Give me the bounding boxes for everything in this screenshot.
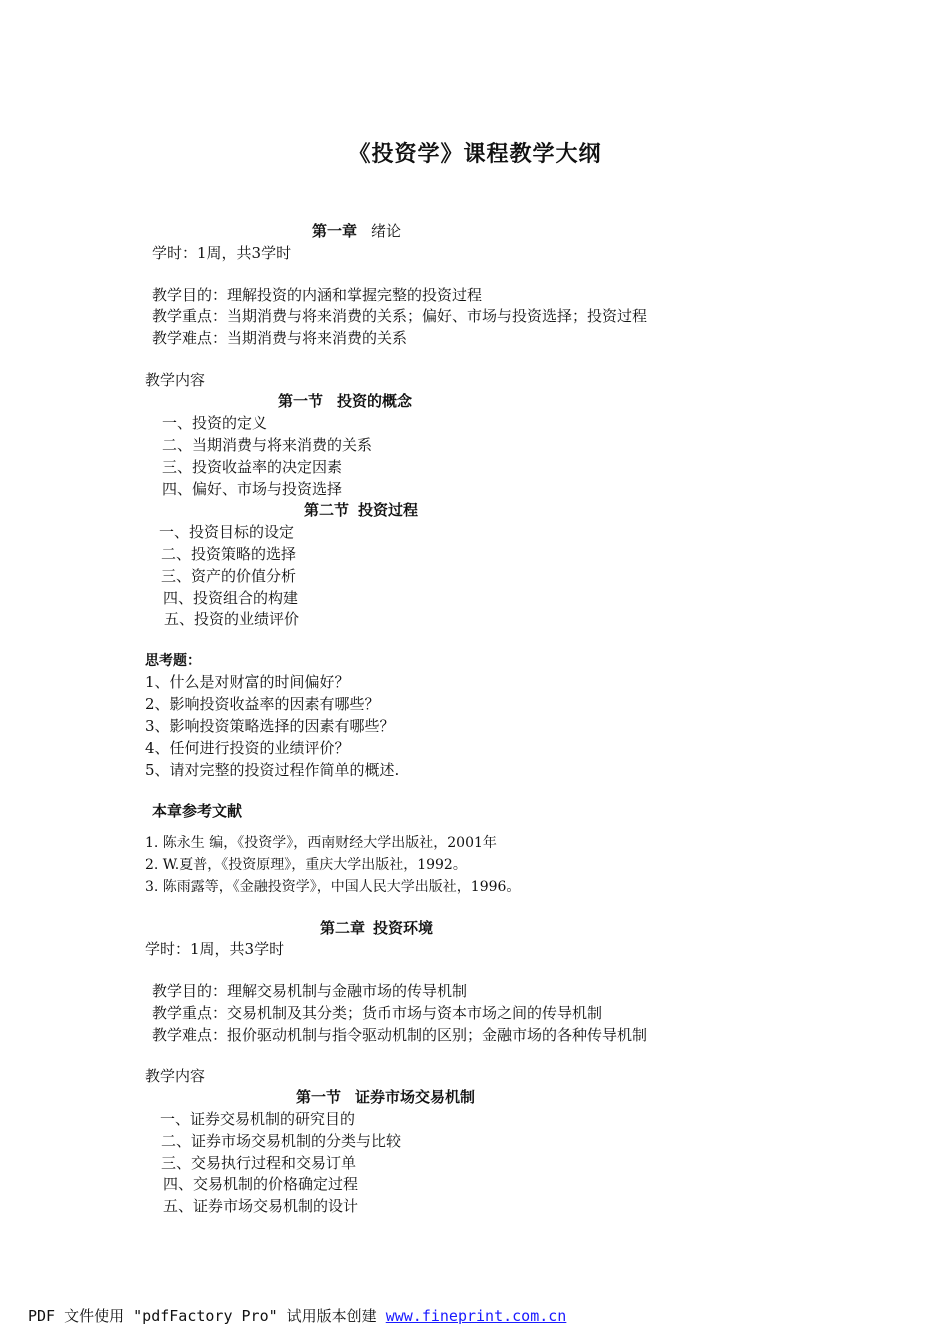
list-item: 二、证券市场交易机制的分类与比较 [161, 1132, 402, 1150]
section-title: 投资的概念 [337, 392, 413, 410]
footer-text: PDF 文件使用 "pdfFactory Pro" 试用版本创建 [28, 1307, 386, 1325]
list-item: 四、偏好、市场与投资选择 [162, 480, 343, 498]
chapter-1-section-1-heading [278, 391, 412, 411]
list-item: 五、证券市场交易机制的设计 [163, 1197, 359, 1215]
chapter-1-title: 绪论 [371, 222, 402, 240]
question-item: 4、任何进行投资的业绩评价？ [145, 739, 350, 757]
list-item: 三、资产的价值分析 [161, 567, 297, 585]
pdf-footer [28, 1306, 566, 1326]
chapter-1-difficulty: 教学难点：当期消费与将来消费的关系 [152, 329, 408, 347]
question-item: 3、影响投资策略选择的因素有哪些？ [145, 717, 395, 735]
footer-link[interactable]: www.fineprint.com.cn [385, 1307, 567, 1325]
list-item: 二、投资策略的选择 [161, 545, 297, 563]
references-label: 本章参考文献 [152, 802, 243, 820]
chapter-1-heading [312, 221, 401, 241]
reference-item: 3. 陈雨露等，《金融投资学》，中国人民大学出版社，1996。 [145, 879, 521, 895]
chapter-2-number: 第二章 [320, 919, 366, 937]
chapter-2-difficulty: 教学难点：报价驱动机制与指令驱动机制的区别；金融市场的各种传导机制 [152, 1026, 648, 1044]
chapter-1-number: 第一章 [312, 222, 358, 240]
chapter-1-section-2-heading [304, 500, 418, 520]
questions-label: 思考题： [145, 653, 201, 669]
chapter-2-goal: 教学目的：理解交易机制与金融市场的传导机制 [152, 982, 468, 1000]
chapter-2-heading [320, 918, 433, 938]
chapter-1-content-label: 教学内容 [145, 371, 206, 389]
list-item: 三、投资收益率的决定因素 [162, 458, 343, 476]
chapter-2-title: 投资环境 [373, 919, 434, 937]
question-item: 5、请对完整的投资过程作简单的概述. [145, 761, 400, 779]
list-item: 四、投资组合的构建 [163, 589, 299, 607]
question-item: 2、影响投资收益率的因素有哪些？ [145, 695, 380, 713]
chapter-1-hours: 学时：1周，共3学时 [152, 244, 292, 262]
list-item: 一、证券交易机制的研究目的 [160, 1110, 356, 1128]
list-item: 一、投资目标的设定 [159, 523, 295, 541]
section-title: 证券市场交易机制 [355, 1088, 476, 1106]
reference-item: 2. W.夏普，《投资原理》，重庆大学出版社，1992。 [145, 857, 467, 873]
list-item: 二、当期消费与将来消费的关系 [162, 436, 373, 454]
list-item: 五、投资的业绩评价 [164, 610, 300, 628]
list-item: 一、投资的定义 [162, 414, 268, 432]
chapter-1-focus: 教学重点：当期消费与将来消费的关系；偏好、市场与投资选择；投资过程 [152, 307, 648, 325]
chapter-1-goal: 教学目的：理解投资的内涵和掌握完整的投资过程 [152, 286, 483, 304]
chapter-2-hours: 学时：1周，共3学时 [145, 940, 285, 958]
list-item: 三、交易执行过程和交易订单 [161, 1154, 357, 1172]
chapter-2-focus: 教学重点：交易机制及其分类；货币市场与资本市场之间的传导机制 [152, 1004, 603, 1022]
list-item: 四、交易机制的价格确定过程 [163, 1175, 359, 1193]
section-number: 第一节 [278, 392, 324, 410]
section-title: 投资过程 [358, 501, 419, 519]
section-number: 第一节 [296, 1088, 342, 1106]
chapter-2-content-label: 教学内容 [145, 1067, 206, 1085]
chapter-2-section-1-heading [296, 1087, 475, 1107]
section-number: 第二节 [304, 501, 350, 519]
document-title: 《投资学》课程教学大纲 [348, 142, 602, 167]
question-item: 1、什么是对财富的时间偏好？ [145, 673, 350, 691]
reference-item: 1. 陈永生 编，《投资学》，西南财经大学出版社，2001年 [145, 835, 497, 851]
